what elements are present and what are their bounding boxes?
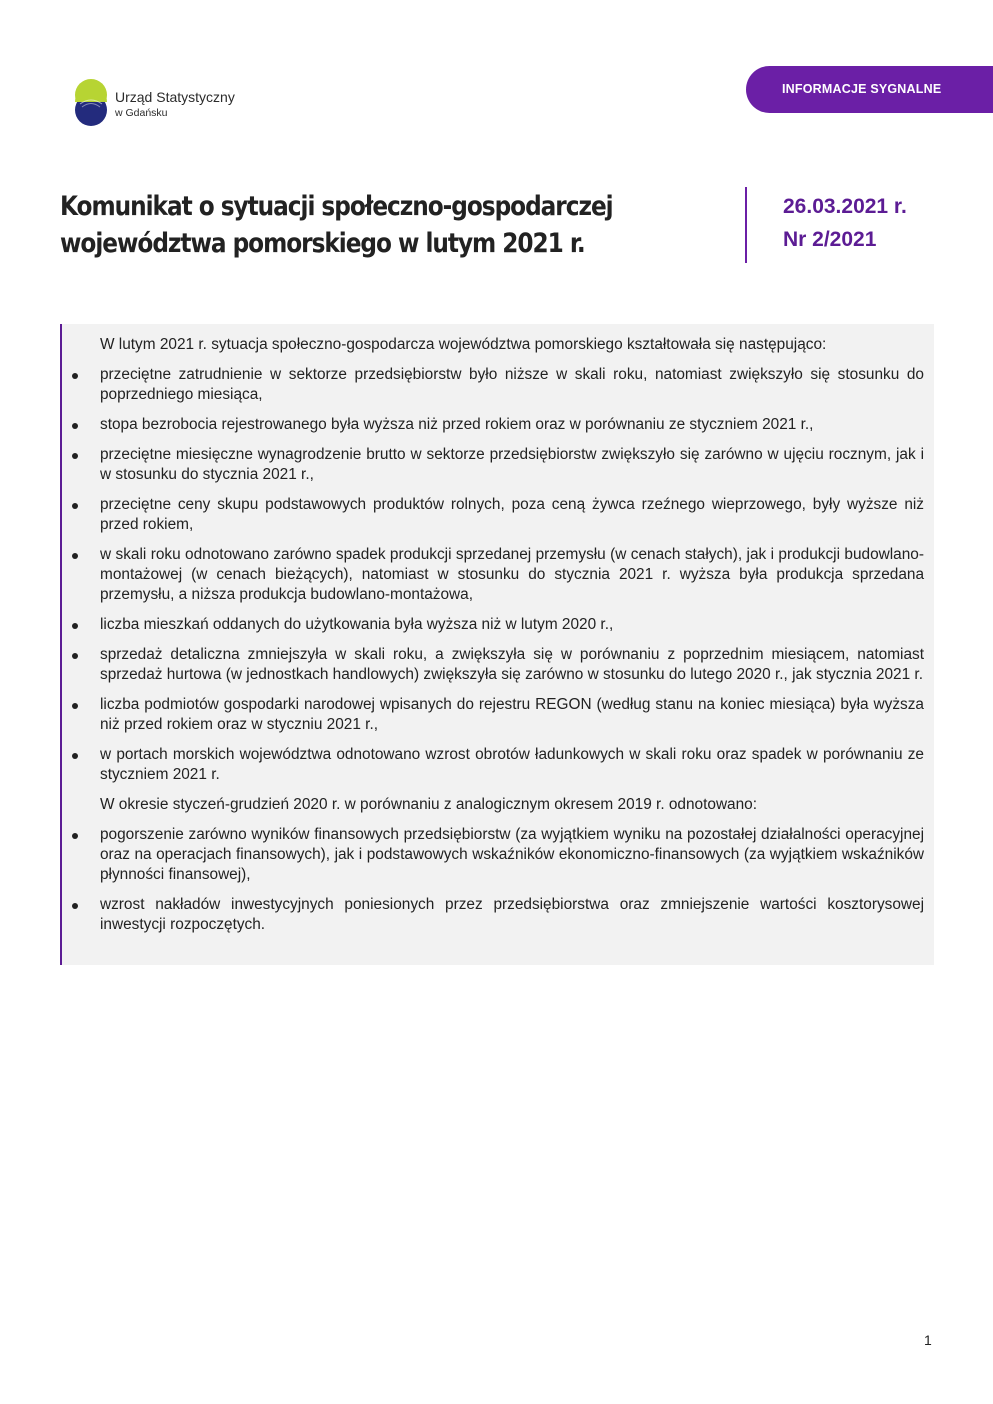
- list-item-text: w skali roku odnotowano zarówno spadek produkcji sprzedanej przemysłu (w cenach stałych), jak i produkcji budowlano-montażowej (w cenach bieżących), natomiast w stosunku do stycznia 2021 r. wyższa była produkcja sprzedana przemysłu, a niższa produkcja budowlano-montażowa,: [100, 546, 924, 603]
- list-item: [62, 825, 924, 885]
- list-item: [62, 445, 924, 485]
- logo-city: w Gdańsku: [115, 107, 168, 119]
- list-item-text: przeciętne zatrudnienie w sektorze przedsiębiorstw było niższe w skali roku, natomiast zwiększyło się stosunku do poprzedniego miesiąca,: [100, 366, 924, 403]
- list-item: [62, 895, 924, 935]
- list-item-text: w portach morskich województwa odnotowano wzrost obrotów ładunkowych w skali roku oraz spadek w porównaniu ze styczniem 2021 r.: [100, 746, 924, 783]
- bullet-icon: [72, 373, 78, 379]
- list-item: [62, 695, 924, 735]
- publication-date: 26.03.2021 r.: [783, 195, 907, 218]
- summary-list-february: [62, 365, 924, 785]
- list-item: [62, 365, 924, 405]
- summary-list-annual: [62, 825, 924, 935]
- bullet-icon: [72, 833, 78, 839]
- list-item: [62, 545, 924, 605]
- list-item-text: liczba mieszkań oddanych do użytkowania była wyższa niż w lutym 2020 r.,: [100, 616, 614, 633]
- bullet-icon: [72, 703, 78, 709]
- list-item-text: wzrost nakładów inwestycyjnych poniesionych przez przedsiębiorstwa oraz zmniejszenie wartości kosztorysowej inwestycji rozpoczętych.: [100, 896, 924, 933]
- bullet-icon: [72, 553, 78, 559]
- list-item: [62, 745, 924, 785]
- publication-meta: [783, 190, 907, 256]
- title-divider: [745, 187, 747, 263]
- list-item-text: liczba podmiotów gospodarki narodowej wpisanych do rejestru REGON (według stanu na koniec miesiąca) była wyższa niż przed rokiem oraz w styczniu 2021 r.,: [100, 696, 924, 733]
- list-item-text: pogorszenie zarówno wyników finansowych przedsiębiorstw (za wyjątkiem wyniku na pozostałej działalności operacyjnej oraz na operacjach finansowych), jak i podstawowych wskaźników ekonomiczno-finansowych (za wyjątkiem wskaźników płynności finansowej),: [100, 826, 924, 883]
- list-item: [62, 415, 924, 435]
- summary-intro-february: W lutym 2021 r. sytuacja społeczno-gospodarcza województwa pomorskiego kształtowała się następująco:: [100, 336, 827, 353]
- publication-number: Nr 2/2021: [783, 228, 877, 251]
- page-title-line-1: Komunikat o sytuacji społeczno-gospodarczej: [60, 191, 613, 222]
- list-item-text: sprzedaż detaliczna zmniejszyła w skali roku, a zwiększyła się w porównaniu z poprzednim miesiącem, natomiast sprzedaż hurtowa (w jednostkach handlowych) zwiększyła się zarówno w stosunku do lutego 2020 r., jak stycznia 2021 r.: [100, 646, 924, 683]
- list-item-text: stopa bezrobocia rejestrowanego była wyższa niż przed rokiem oraz w porównaniu ze styczniem 2021 r.,: [100, 416, 814, 433]
- category-badge: INFORMACJE SYGNALNE: [746, 66, 993, 113]
- bullet-icon: [72, 903, 78, 909]
- page-title-line-2: województwa pomorskiego w lutym 2021 r.: [60, 228, 585, 259]
- list-item: [62, 645, 924, 685]
- logo-institution-name: Urząd Statystyczny: [115, 89, 235, 105]
- logo-text: [115, 89, 235, 120]
- logo: [75, 78, 255, 132]
- bullet-icon: [72, 423, 78, 429]
- summary-intro-annual: W okresie styczeń-grudzień 2020 r. w porównaniu z analogicznym okresem 2019 r. odnotowano:: [100, 796, 758, 813]
- summary-box: [60, 324, 934, 965]
- bullet-icon: [72, 623, 78, 629]
- bullet-icon: [72, 503, 78, 509]
- list-item-text: przeciętne ceny skupu podstawowych produktów rolnych, poza ceną żywca rzeźnego wieprzowego, były wyższe niż przed rokiem,: [100, 496, 924, 533]
- bullet-icon: [72, 653, 78, 659]
- page-title: [60, 188, 628, 262]
- bullet-icon: [72, 453, 78, 459]
- page-number: 1: [924, 1332, 932, 1348]
- list-item: [62, 615, 924, 635]
- list-item-text: przeciętne miesięczne wynagrodzenie brutto w sektorze przedsiębiorstw zwiększyło się zarówno w ujęciu rocznym, jak i w stosunku do stycznia 2021 r.,: [100, 446, 924, 483]
- bullet-icon: [72, 753, 78, 759]
- list-item: [62, 495, 924, 535]
